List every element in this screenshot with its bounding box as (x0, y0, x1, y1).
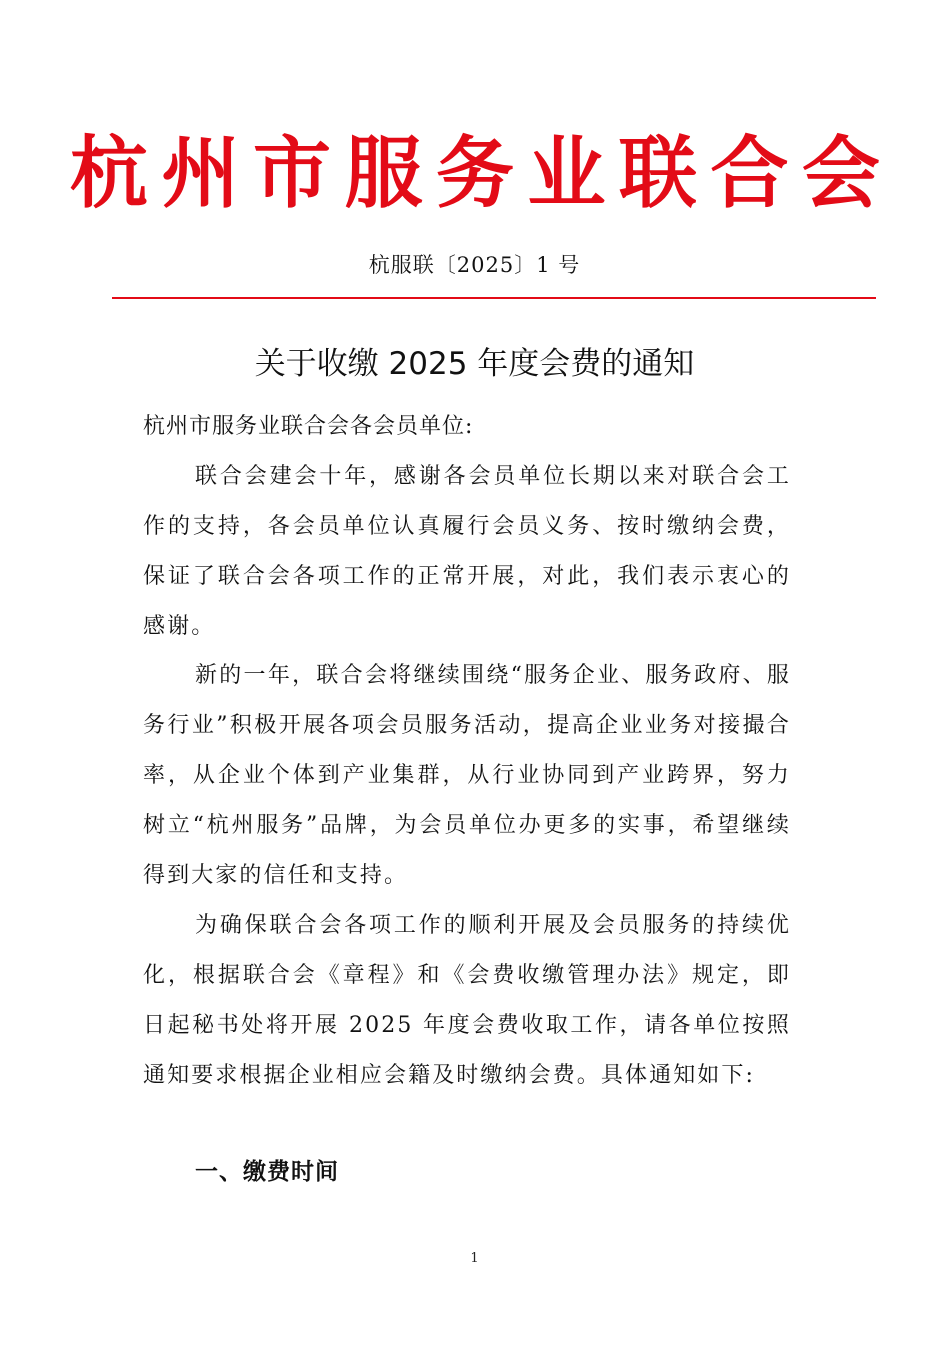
body-paragraph: 联合会建会十年，感谢各会员单位长期以来对联合会工作的支持，各会员单位认真履行会员义务、按时缴纳会费，保证了联合会各项工作的正常开展，对此，我们表示衷心的感谢。 (143, 464, 791, 639)
masthead-char: 业 (527, 128, 606, 219)
masthead-char: 杭 (70, 128, 149, 219)
body-paragraph: 为确保联合会各项工作的顺利开展及会员服务的持续优化，根据联合会《章程》和《会费收缴管理办法》规定，即日起秘书处将开展 2025 年度会费收取工作，请各单位按照通知要求根据企业相应会籍及时缴纳会费。具体通知如下: (143, 913, 791, 1088)
masthead-char: 州 (161, 128, 240, 219)
section-heading: 一、缴费时间 (195, 1159, 339, 1185)
masthead-char: 市 (252, 128, 331, 219)
page-number: 1 (470, 1251, 479, 1266)
salutation: 杭州市服务业联合会各会员单位: (143, 414, 474, 439)
notice-title: 关于收缴 2025 年度会费的通知 (254, 346, 695, 382)
masthead-org-name (70, 128, 880, 220)
document-number: 杭服联〔2025〕1 号 (368, 253, 581, 277)
masthead-char: 务 (435, 128, 514, 219)
body-paragraph: 新的一年，联合会将继续围绕“服务企业、服务政府、服务行业”积极开展各项会员服务活动，提高企业业务对接撮合率，从企业个体到产业集群，从行业协同到产业跨界，努力树立“杭州服务”品牌，为会员单位办更多的实事，希望继续得到大家的信任和支持。 (143, 663, 791, 888)
masthead-char: 合 (710, 128, 789, 219)
masthead-char: 联 (618, 128, 697, 219)
masthead-char: 服 (344, 128, 423, 219)
header-divider (112, 297, 876, 299)
masthead-char: 会 (801, 128, 880, 219)
